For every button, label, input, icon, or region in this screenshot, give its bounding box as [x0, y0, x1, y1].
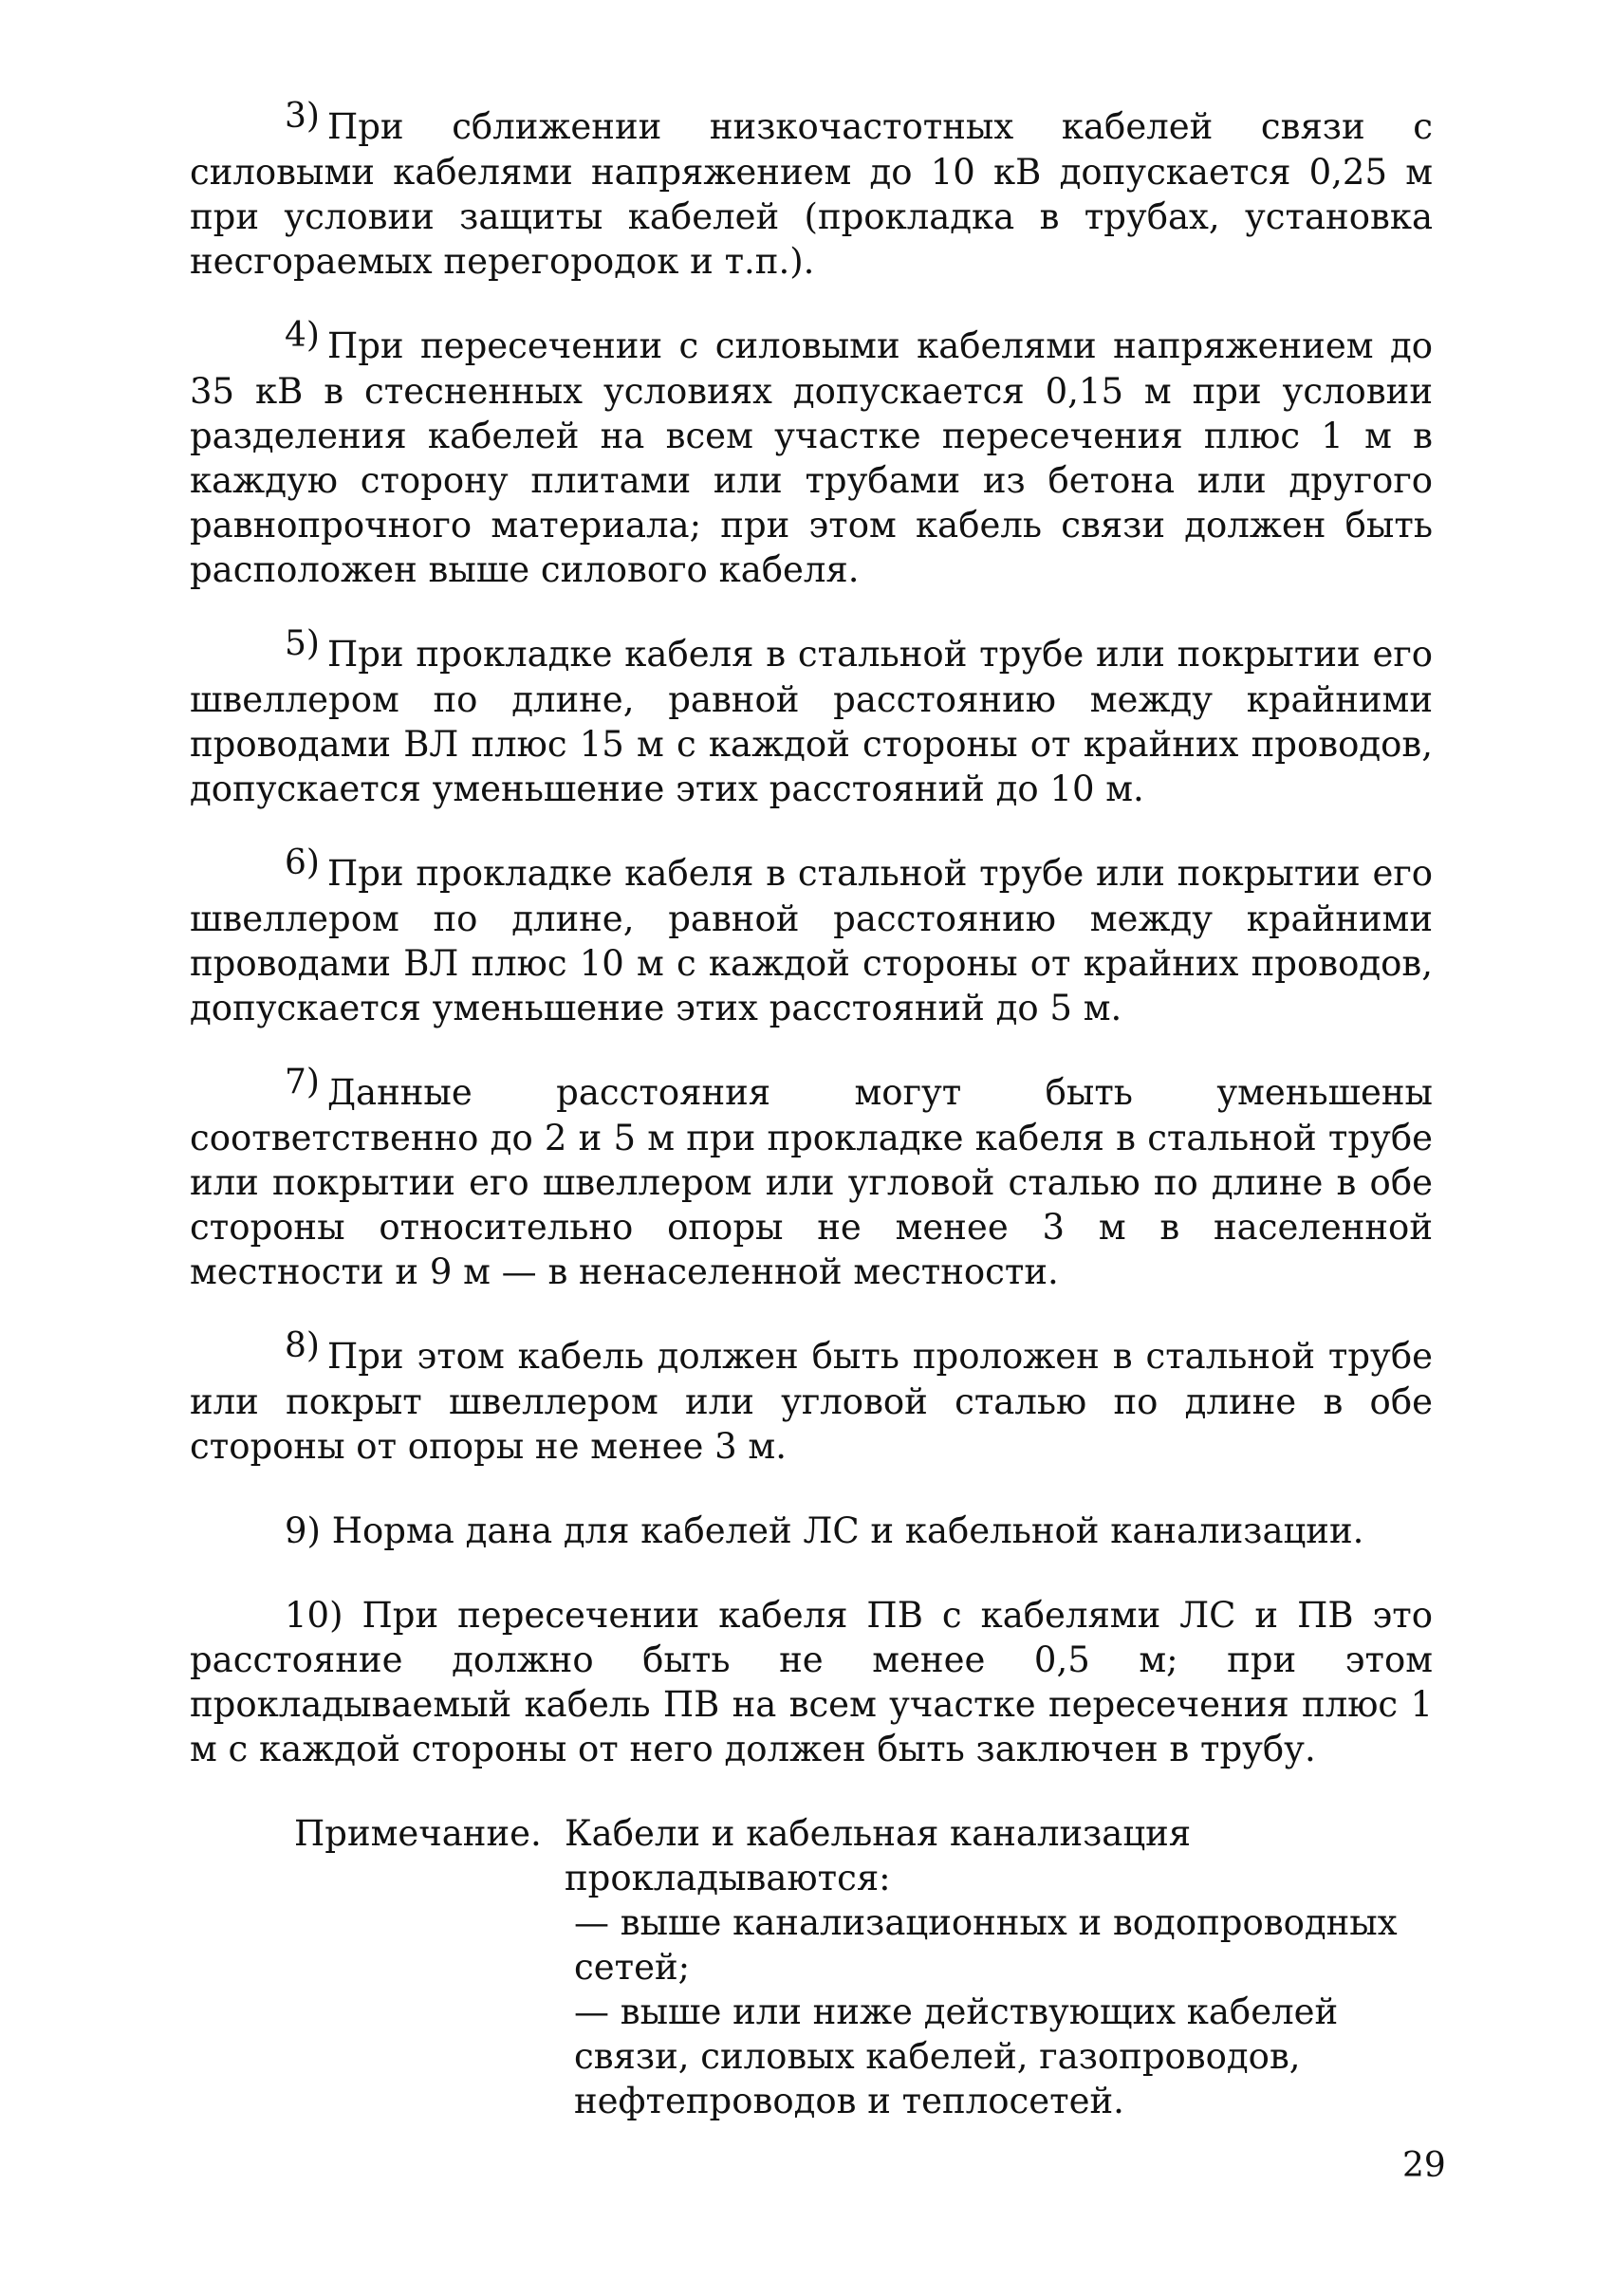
note-label: Примечание.: [294, 1813, 542, 1854]
footnote-marker: 10): [285, 1595, 343, 1636]
footnote-marker: 7): [285, 1063, 320, 1102]
footnote-8: [190, 1326, 1433, 1469]
note-intro: Кабели и кабельная канализация прокладываются:: [565, 1813, 1192, 1898]
footnote-text: При этом кабель должен быть проложен в стальной трубе или покрыт швеллером или угловой сталью по длине в обе стороны от опоры не менее 3 м.: [190, 1336, 1433, 1467]
footnote-7: [190, 1063, 1433, 1294]
footnote-text: При пересечении кабеля ПВ с кабелями ЛС и ПВ это расстояние должно быть не менее 0,5 м; при этом прокладываемый кабель ПВ на всем участке пересечения плюс 1 м с каждой стороны от него должен быть заключен в трубу.: [190, 1595, 1433, 1769]
footnote-6: [190, 843, 1433, 1030]
footnote-text: При сближении низкочастотных кабелей связи с силовыми кабелями напряжением до 10 кВ допускается 0,25 м при условии защиты кабелей (прокладка в трубах, установка несгораемых перегородок и т.п.).: [190, 106, 1433, 282]
footnote-marker: 5): [285, 624, 320, 663]
footnote-5: [190, 624, 1433, 811]
document-page: [190, 97, 1433, 2123]
note-item: — выше или ниже действующих кабелей связи, силовых кабелей, газопроводов, нефтепроводов и теплосетей.: [574, 1991, 1339, 2121]
footnote-text: При прокладке кабеля в стальной трубе или покрытии его швеллером по длине, равной расстоянию между крайними проводами ВЛ плюс 15 м с каждой стороны от крайних проводов, допускается уменьшение этих расстояний до 10 м.: [190, 634, 1433, 809]
footnote-text: При прокладке кабеля в стальной трубе или покрытии его швеллером по длине, равной расстоянию между крайними проводами ВЛ плюс 10 м с каждой стороны от крайних проводов, допускается уменьшение этих расстояний до 5 м.: [190, 853, 1433, 1028]
footnote-marker: 8): [285, 1326, 320, 1365]
footnote-9: [190, 1509, 1433, 1553]
note-body: [565, 1811, 1418, 2123]
note-item: — выше канализационных и водопроводных сетей;: [574, 1902, 1398, 1988]
footnote-marker: 6): [285, 843, 320, 882]
footnote-marker: 9): [285, 1510, 321, 1551]
footnote-4: [190, 316, 1433, 592]
footnote-text: При пересечении с силовыми кабелями напряжением до 35 кВ в стесненных условиях допускается 0,15 м при условии разделения кабелей на всем участке пересечения плюс 1 м в каждую сторону плитами или трубами из бетона или другого равнопрочного материала; при этом кабель связи должен быть расположен выше силового кабеля.: [190, 325, 1433, 590]
footnote-marker: 4): [285, 316, 320, 355]
page-number: 29: [1402, 2146, 1446, 2185]
footnote-text: Норма дана для кабелей ЛС и кабельной канализации.: [331, 1510, 1364, 1551]
footnote-marker: 3): [285, 97, 320, 136]
footnote-10: [190, 1593, 1433, 1771]
footnote-text: Данные расстояния могут быть уменьшены соответственно до 2 и 5 м при прокладке кабеля в стальной трубе или покрытии его швеллером или угловой сталью по длине в обе стороны относительно опоры не менее 3 м в населенной местности и 9 м — в ненаселенной местности.: [190, 1072, 1433, 1292]
footnote-3: [190, 97, 1433, 284]
note-block: [190, 1811, 1433, 2123]
